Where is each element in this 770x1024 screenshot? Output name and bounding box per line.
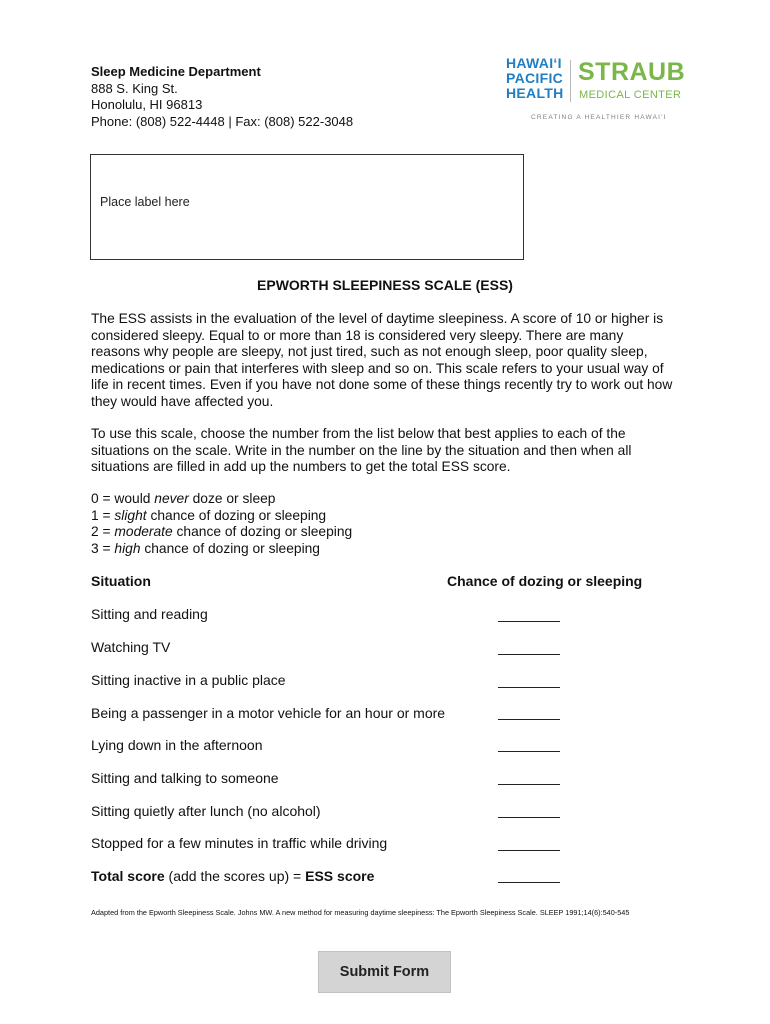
situation-label: Sitting and reading: [91, 606, 208, 622]
scale-suffix: doze or sleep: [188, 491, 276, 506]
medical-center-wordmark: MEDICAL CENTER: [579, 89, 682, 101]
column-header-situation: Situation: [91, 573, 151, 589]
situation-label: Sitting inactive in a public place: [91, 672, 286, 688]
intro-line: medications or pain that interferes with sleep and so on. This scale refers to your usual way of: [91, 360, 664, 376]
instructions-paragraph: [91, 426, 681, 476]
score-entry-line[interactable]: [498, 850, 560, 851]
score-entry-line[interactable]: [498, 784, 560, 785]
intro-line: they would have affected you.: [91, 393, 274, 409]
scale-emphasis: high: [114, 540, 141, 556]
intro-line: The ESS assists in the evaluation of the level of daytime sleepiness. A score of 10 or higher is: [91, 311, 664, 326]
ess-score-bold: ESS score: [305, 868, 375, 884]
scale-suffix: chance of dozing or sleeping: [172, 524, 353, 539]
instructions-line: situations on the scale. Write in the number on the line by the situation and then when all: [91, 442, 632, 458]
scale-item: [91, 508, 352, 525]
column-header-chance: Chance of dozing or sleeping: [447, 573, 643, 589]
scale-item: [91, 524, 352, 541]
hph-line-1: HAWAIʻI: [506, 55, 562, 71]
hph-wordmark: [506, 56, 564, 101]
scale-emphasis: slight: [114, 507, 147, 523]
score-entry-line[interactable]: [498, 621, 560, 622]
total-score-label: [91, 868, 374, 884]
straub-wordmark: STRAUB: [578, 58, 686, 86]
intro-paragraph: [91, 311, 681, 410]
instructions-line: To use this scale, choose the number from the list below that best applies to each of the: [91, 426, 626, 441]
hospital-logo: [506, 56, 696, 126]
logo-divider: [570, 60, 571, 102]
scale-prefix: 0 = would: [91, 491, 155, 506]
scale-prefix: 1 =: [91, 507, 115, 523]
scale-suffix: chance of dozing or sleeping: [146, 507, 327, 523]
hph-line-2: PACIFIC: [506, 70, 564, 86]
score-entry-line[interactable]: [498, 751, 560, 752]
total-score-mid: (add the scores up) =: [164, 868, 306, 884]
scale-emphasis: moderate: [114, 524, 173, 539]
logo-tagline: CREATING A HEALTHIER HAWAIʻI: [531, 114, 667, 121]
intro-line: life in recent times. Even if you have not done some of these things recently try to work out how: [91, 377, 673, 392]
address-block: [91, 64, 353, 130]
score-entry-line[interactable]: [498, 817, 560, 818]
label-placeholder: Place label here: [100, 195, 190, 209]
scale-item: [91, 491, 352, 508]
scale-legend: [91, 491, 352, 557]
submit-form-button[interactable]: Submit Form: [318, 951, 451, 993]
situation-label: Lying down in the afternoon: [91, 737, 263, 753]
hph-line-3: HEALTH: [506, 85, 564, 101]
scale-emphasis: never: [154, 491, 189, 506]
department-name: Sleep Medicine Department: [91, 64, 261, 79]
street-address: 888 S. King St.: [91, 80, 178, 96]
situation-label: Stopped for a few minutes in traffic while driving: [91, 835, 388, 851]
scale-suffix: chance of dozing or sleeping: [140, 540, 320, 556]
total-score-bold: Total score: [91, 868, 165, 884]
score-entry-line[interactable]: [498, 719, 560, 720]
form-title: EPWORTH SLEEPINESS SCALE (ESS): [257, 277, 513, 293]
intro-line: reasons why people are sleepy, not just tired, such as not enough sleep, poor quality sleep,: [91, 344, 648, 359]
scale-item: [91, 541, 352, 558]
instructions-line: situations are filled in add up the numbers to get the total ESS score.: [91, 459, 511, 474]
intro-line: considered sleepy. Equal to or more than 18 is considered very sleepy. There are many: [91, 327, 624, 343]
situation-label: Watching TV: [91, 639, 171, 655]
phone-fax: Phone: (808) 522-4448 | Fax: (808) 522-3048: [91, 113, 354, 129]
score-entry-line[interactable]: [498, 687, 560, 688]
scale-prefix: 3 =: [91, 540, 115, 556]
total-score-entry-line[interactable]: [498, 882, 560, 883]
situation-label: Sitting and talking to someone: [91, 770, 279, 786]
situation-label: Sitting quietly after lunch (no alcohol): [91, 803, 321, 819]
patient-label-box[interactable]: [90, 154, 524, 260]
city-state-zip: Honolulu, HI 96813: [91, 97, 203, 112]
citation-footnote: Adapted from the Epworth Sleepiness Scale. Johns MW. A new method for measuring daytime sleepiness: The Epworth Sleepiness Scale. SLEEP 1991;14(6):540-545: [91, 908, 630, 917]
scale-prefix: 2 =: [91, 524, 115, 539]
score-entry-line[interactable]: [498, 654, 560, 655]
situation-label: Being a passenger in a motor vehicle for an hour or more: [91, 705, 446, 721]
